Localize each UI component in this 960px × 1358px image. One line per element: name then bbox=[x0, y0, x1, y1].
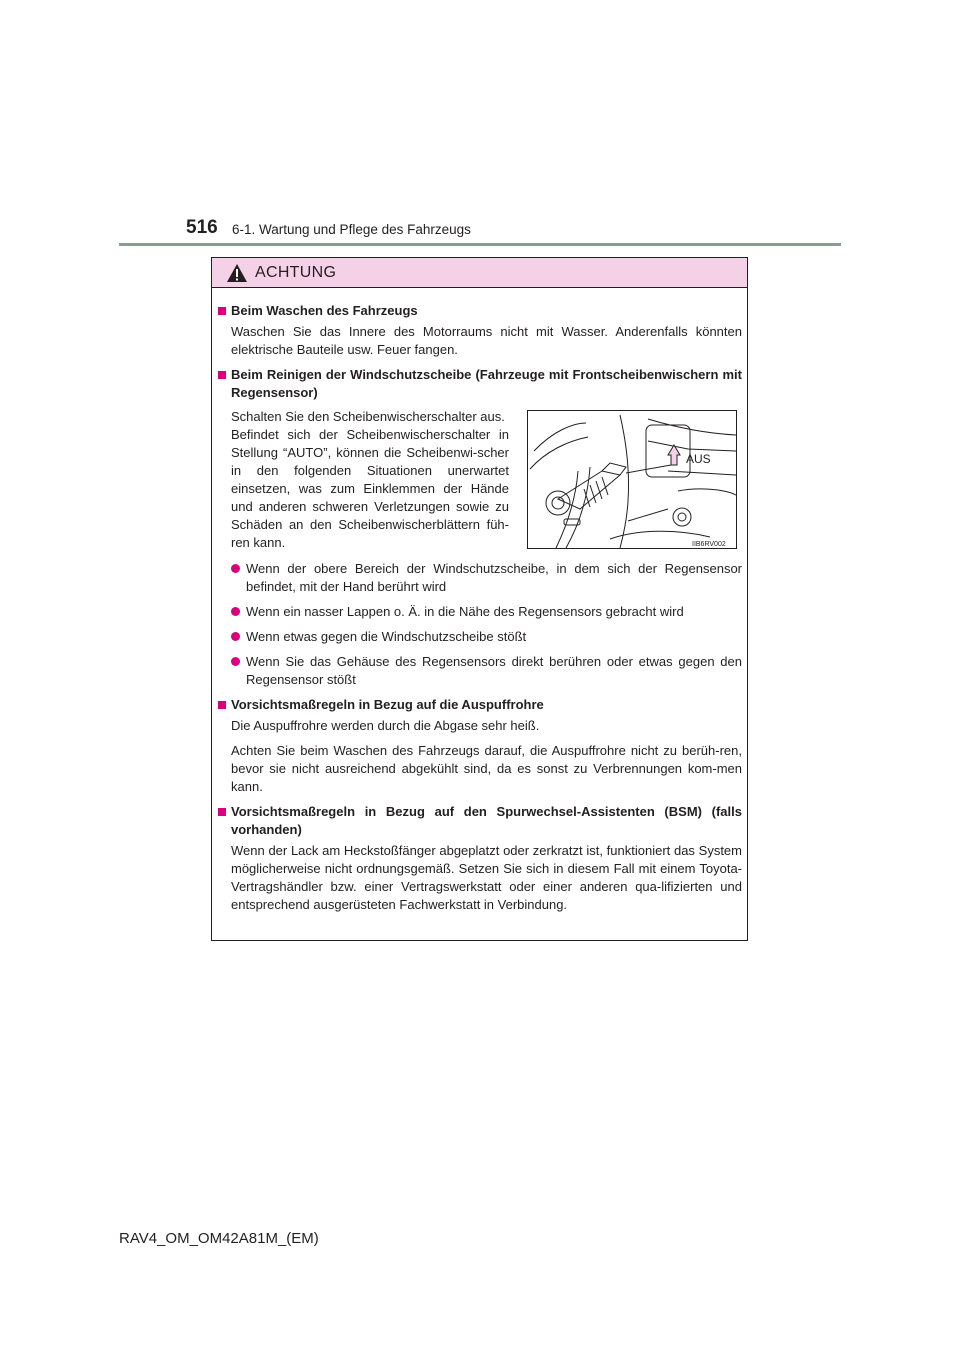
round-bullet-icon bbox=[231, 632, 240, 641]
wiper-switch-illustration bbox=[528, 411, 736, 548]
warning-box bbox=[211, 257, 748, 941]
warning-header bbox=[212, 258, 747, 288]
paragraph: Schalten Sie den Scheibenwischerschalter aus. Befindet sich der Scheibenwischerschalter in Stellung “AUTO”, können die Scheibenwi-scher in den folgenden Situationen unerwartet einsetzen, was zum Einklemmen der Hände und anderen schweren Verletzungen sowie zu Schäden an den Scheibenwischerblättern füh-ren kann. bbox=[231, 409, 509, 550]
wiper-switch-figure bbox=[527, 410, 737, 549]
bullet-list bbox=[231, 560, 742, 689]
square-bullet-icon bbox=[218, 701, 226, 709]
paragraph: Wenn der Lack am Heckstoßfänger abgeplatzt oder zerkratzt ist, funktioniert das System möglicherweise nicht ordnungsgemäß. Setzen Sie sich in diesem Fall mit einem Toyota-Vertragshändler bzw. einer Vertragswerkstatt oder einer anderen qua-lifizierten und entsprechend ausgerüsteten Fachwerkstatt in Verbindung. bbox=[231, 843, 742, 912]
square-bullet-icon bbox=[218, 371, 226, 379]
round-bullet-icon bbox=[231, 607, 240, 616]
section-title: 6-1. Wartung und Pflege des Fahrzeugs bbox=[232, 222, 471, 237]
warning-title: ACHTUNG bbox=[255, 263, 337, 281]
section-heading: Vorsichtsmaßregeln in Bezug auf den Spurwechsel-Assistenten (BSM) (falls vorhanden) bbox=[218, 803, 742, 839]
list-item: Wenn der obere Bereich der Windschutzscheibe, in dem sich der Regensensor befindet, mit der Hand berührt wird bbox=[231, 560, 742, 596]
square-bullet-icon bbox=[218, 808, 226, 816]
page-number: 516 bbox=[186, 217, 218, 238]
paragraph: Die Auspuffrohre werden durch die Abgase sehr heiß. bbox=[231, 718, 540, 733]
document-code: RAV4_OM_OM42A81M_(EM) bbox=[119, 1230, 319, 1247]
figure-code: IIB6RV002 bbox=[692, 541, 726, 548]
list-item: Wenn ein nasser Lappen o. Ä. in die Nähe des Regensensors gebracht wird bbox=[231, 603, 742, 621]
section-heading: Beim Reinigen der Windschutzscheibe (Fahrzeuge mit Frontscheibenwischern mit Regensensor) bbox=[218, 366, 742, 402]
square-bullet-icon bbox=[218, 307, 226, 315]
round-bullet-icon bbox=[231, 657, 240, 666]
section-heading: Beim Waschen des Fahrzeugs bbox=[218, 302, 742, 320]
list-item: Wenn etwas gegen die Windschutzscheibe stößt bbox=[231, 628, 742, 646]
round-bullet-icon bbox=[231, 564, 240, 573]
header-rule bbox=[119, 243, 841, 246]
warning-triangle-icon bbox=[226, 263, 248, 283]
paragraph: Achten Sie beim Waschen des Fahrzeugs darauf, die Auspuffrohre nicht zu berüh-ren, bevor sie nicht ausreichend abgekühlt sind, da es sonst zu Verbrennungen kom-men kann. bbox=[231, 743, 742, 794]
text-with-figure bbox=[231, 408, 742, 552]
list-item: Wenn Sie das Gehäuse des Regensensors direkt berühren oder etwas gegen den Regensensor stößt bbox=[231, 653, 742, 689]
warning-body bbox=[212, 288, 747, 914]
paragraph: Waschen Sie das Innere des Motorraums nicht mit Wasser. Anderenfalls könnten elektrische Bauteile usw. Feuer fangen. bbox=[231, 324, 742, 357]
section-heading: Vorsichtsmaßregeln in Bezug auf die Auspuffrohre bbox=[218, 696, 742, 714]
figure-label-aus: AUS bbox=[686, 452, 711, 466]
